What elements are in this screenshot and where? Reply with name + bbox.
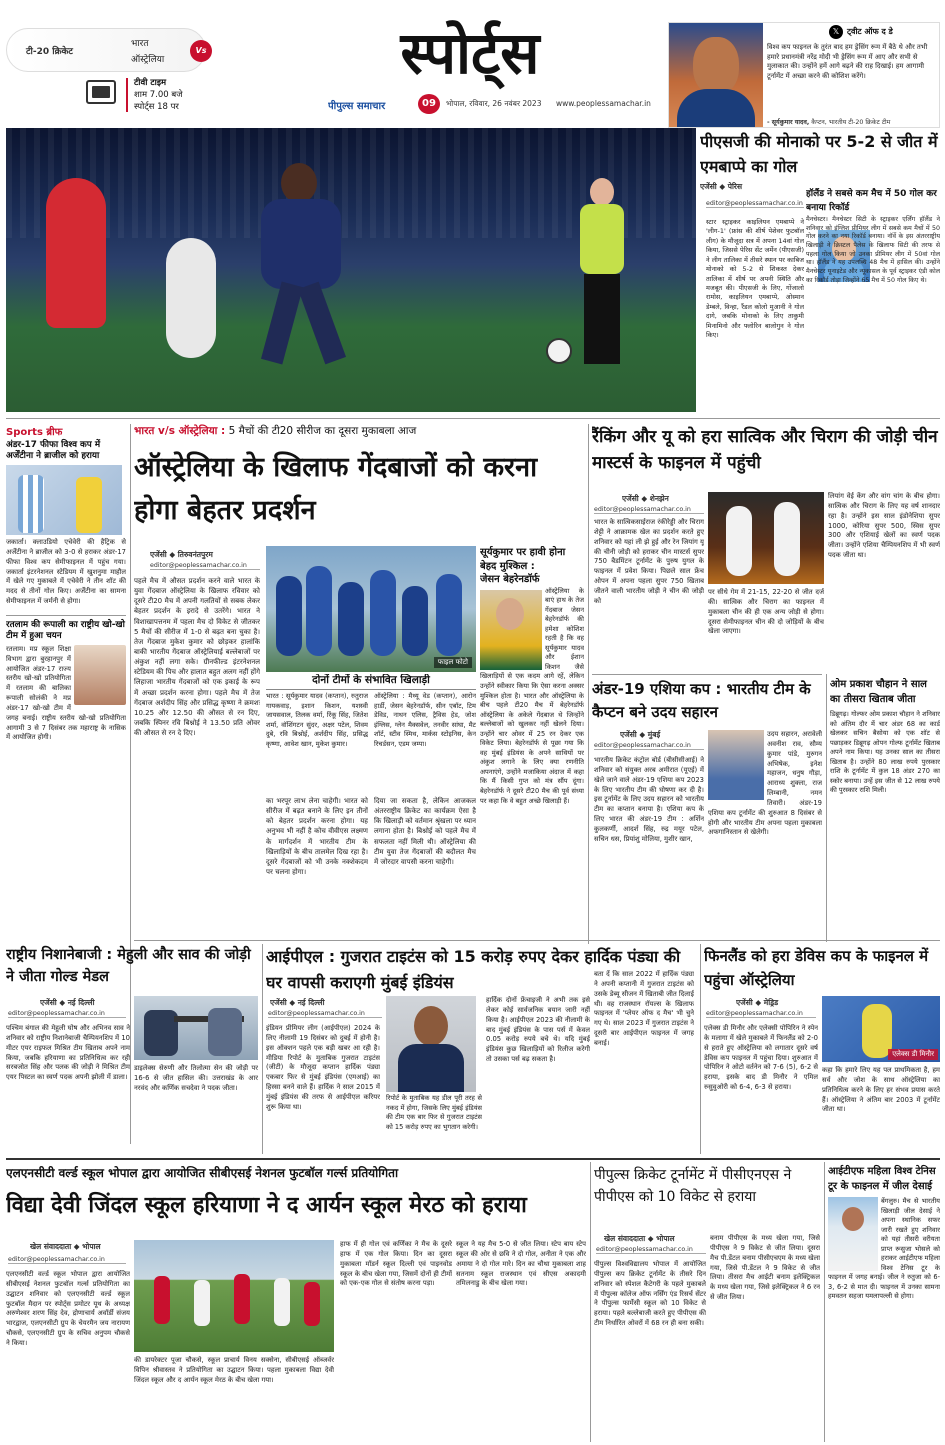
football-headline: विद्या देवी जिंदल स्कूल हरियाणा ने द आर्यन स्कूल मेरठ को हराया — [6, 1193, 527, 1218]
tweet-label: ट्वीट ऑफ द डे — [847, 27, 893, 36]
surya-body: ऑस्ट्रेलिया के बाएं हाथ के तेज गेंदबाज जेसन बेहरेनडॉर्फ की हमेशा कोशिश रहती है कि वह सूर्यकुमार यादव और ईशान किशन जैसे खिलाड़ियों से एक कदम आगे रहें, लेकिन उन्होंने स्वीकार किया कि ऐसा करना अक्सर मुश्किल होता है। भारत और ऑस्ट्रेलिया के बीच पहले टी20 मैच में बेहरेनडॉर्फ ऑस्ट्रेलिया के अकेले गेंदबाज थे जिन्होंने बल्लेबाजों को खुलकर नहीं खेलने दिया। उन्होंने चार ओवर में 25 रन देकर एक विकेट लिया। बेहरेनडॉर्फ से पूछा गया कि वह मुंबई इंडियंस के अपने साथियों पर अंकुश लगाने के लिए क्या रणनीति अपनाएंगे, उन्होंने मजाकिया अंदाज में कहा कि मैं किसी गुप्त को मंत्र सौंप दूंगा। बेहरेनडॉर्फ ने दूसरे टी20 मैच की पूर्व संध्या पर कहा कि वे बहुत अच्छे खिलाड़ी हैं। — [480, 586, 584, 805]
davis-email: editor@peoplessamachar.co.in — [706, 1010, 816, 1018]
player-red-2 — [166, 238, 216, 358]
brief-photo-1 — [6, 465, 122, 535]
davis-photo — [822, 996, 940, 1062]
pcs-body-2: बनाम पीपीएस के मध्य खेला गया, जिसे पीपीएस ने 9 विकेट से जीत लिया। दूसरा मैच पी.डेंटल बनाम पीसीएचएम के मध्य खेला गया, जिसे पी.डेंटल ने 9 विकेट से जीत लिया। तीसरा मैच आईटी बनाम इलेक्ट्रिकल के मध्य खेला गया, जिसे इलेक्ट्रिकल ने 6 रन से जीत लिया। — [710, 1234, 820, 1302]
tv-time: शाम 7.00 बजे — [134, 90, 183, 100]
hardik-body-2: रिपोर्ट के मुताबिक यह डील पूरी तरह से नकद में होगा, जिसके लिए मुंबई इंडियंस की टीम एक बार फिर से गुजरात टाइटंस को 15 करोड़ रुपए का भुगतान करेगी। — [386, 1094, 482, 1131]
football-email: editor@peoplessamachar.co.in — [8, 1256, 126, 1264]
brief-headline-2: रतलाम की रूपाली का राष्ट्रीय खो-खो टीम में हुआ चयन — [6, 615, 126, 642]
player-red-1 — [46, 178, 106, 328]
badminton-body: भारत के सात्विकसाईराज रंकीरेड्डी और चिराग शेट्टी ने आक्रामक खेल का प्रदर्शन करते हुए शनिवार को यहां ली झे हुई और रेन जियांग यू की चीनी जोड़ी को हराकर चीन मास्टर्स सुपर 750 बैडमिंटन टूर्नामेंट के पुरुष युगल के फाइनल में प्रवेश किया। पिछले साल फ्रेंच ओपन में अपना पहला सुपर 750 खिताब जीतने वाली भारतीय जोड़ी ने चीन की जोड़ी को — [594, 518, 704, 605]
davis-headline: फिनलैंड को हरा डेविस कप के फाइनल में पहुंचा ऑस्ट्रेलिया — [704, 947, 929, 989]
india-aus-headline: ऑस्ट्रेलिया के खिलाफ गेंदबाजों को करना होगा बेहतर प्रदर्शन — [134, 452, 538, 527]
u19-email: editor@peoplessamachar.co.in — [594, 742, 704, 750]
india-team-photo — [266, 546, 476, 672]
psg-body: स्टार स्ट्राइकर काइलियन एमबाप्पे ने 'लीग-1' (फ्रांस की शीर्ष पेशेवर फुटबॉल लीग) के मौजूदा सत्र में अपना 14वां गोल किया, जिससे पेरिस सेंट जर्मेन (पीएसजी) ने लीग तालिका में तीसरे स्थान पर काबिज मोनाको को 5-2 से शिकस्त देकर तालिका में शीर्ष पर अपनी स्थिति और मजबूत की। पीएसजी के लिए, गोंजालो रामोस, काइलियन एमबाप्पे, ओस्मान डेम्बले, विन्हा, रैंडल कोलो मुआनी ने गोल दागे, जबकि मोनाको के लिए ताकुमी मिनामिनो और फ्लोरिन बालोगुन ने गोल किए। — [706, 218, 804, 340]
tweet-box — [668, 22, 940, 128]
badminton-headline: रैंकिंग और यू को हरा सात्विक और चिराग की जोड़ी चीन मास्टर्स के फाइनल में पहुंची — [592, 427, 938, 474]
zeel-photo — [828, 1197, 878, 1271]
wta-body: बेंगलुरु। मैच से भारतीय खिलाड़ी जील देसाई ने अपना स्थानिक सफर जारी रखते हुए शनिवार को यहां तीसरी वरीयता प्राप्त रूसुजा भोसले को हराकर आईटीएफ महिला विश्व टेनिस टूर के फाइनल में जगह बनाई। जील ने रुतुजा को 6-3, 6-2 से मात दी। फाइनल में उनका सामना हमवतन सहजा यमलापल्ली से होगा। — [828, 1197, 940, 1301]
player-photo — [669, 23, 763, 128]
haaland-box — [806, 188, 940, 418]
kicker-label: भारत v/s ऑस्ट्रेलिया : — [134, 425, 226, 437]
davis-body: एलेक्स डी मिनौर और एलेक्सी पोपिरिन ने स्पेन के मलागा में खेले मुकाबले में फिनलैंड को 2-0 से हराते हुए ऑस्ट्रेलिया को लगातार दूसरे वर्ष डेविस कप फाइनल में पहुंचा दिया। शुरुआत में पोपिरिन ने ओटो वर्तनेन को 7-6 (5), 6-2 से हराया, इसके बाद डी मिनौर ने एमिल रुसुवुओरी को 6-4, 6-3 से हराया। — [704, 1024, 818, 1092]
hardik-email: editor@peoplessamachar.co.in — [268, 1010, 382, 1018]
badminton-byline: एजेंसी ◆ शेनझेन — [622, 494, 669, 503]
u19-body-2-text: उदय सहारन, अरावेली अवनीश राव, सौम्य कुमार पांडे, मुरुगन अभिषेक, इनेश महाजन, धनुष गौड़ा, आराध्य शुक्ला, राज लिम्बानी, नमन तिवारी। अंडर-19 एशिया कप टूर्नामेंट की शुरुआत 8 दिसंबर से होगी और भारतीय टीम अपना पहला मुकाबला अफगानिस्तान से खेलेगी। — [708, 730, 822, 837]
wta-headline: आईटीएफ महिला विश्व टेनिस टूर के फाइनल में जील देसाई — [828, 1166, 936, 1192]
shooting-body: पश्चिम बंगाल की मेहुली घोष और अभिनव साव ने शनिवार को राष्ट्रीय निशानेबाजी चैम्पियनशिप में 10 मीटर एयर राइफल मिश्रित टीम खिताब अपने नाम किया, जबकि हरियाणा का प्रतिनिधित्व कर रही सरबजोत सिंह और पलक की जोड़ी ने मिश्रित टीम एयर पिस्टल का स्वर्ण पदक अपनी झोली में डाला। — [6, 1024, 130, 1082]
shooting-email: editor@peoplessamachar.co.in — [8, 1010, 126, 1018]
u19-byline: एजेंसी ◆ मुंबई — [620, 730, 661, 739]
tweet-text: विश्व कप फाइनल के तुरंत बाद हम ड्रेसिंग रूम में बैठे थे और तभी हमारे प्रधानमंत्री नरेंद्र मोदी भी ड्रेसिंग रूम में आए और सभी से मुलाकात की। उन्होंने हमें आगे बढ़ने की राह दिखाई। हम आगामी टूर्नामेंट में अच्छा करने की कोशिश करेंगे। — [767, 43, 928, 80]
match-format: टी-20 क्रिकेट — [26, 47, 73, 57]
india-aus-email: editor@peoplessamachar.co.in — [150, 562, 260, 570]
tweet-author-role: कैप्टन, भारतीय टी-20 क्रिकेट टीम — [811, 119, 891, 126]
kicker-text: 5 मैचों की टी20 सीरीज का दूसरा मुकाबला आज — [228, 425, 417, 437]
football-body-3: हाफ में ही गोल एवं कर्णिका ने मैच के दूसरे हाफ में एक गोल किया। दिन का दूसरा मुकाबला मॉडर्न स्कूल दिल्ली एवं पाइनवोड स्कूल के बीच खेला गया, जिसमें दोनों ही टीमों को एक-एक गोल से संतोष करना पड़ा। — [340, 1240, 452, 1288]
tv-time-label: टीवी टाइम — [134, 78, 167, 88]
aus-probable: ऑस्ट्रेलिया : मैथ्यू वेड (कप्तान), आरोन हार्डी, जेसन बेहरेनडॉर्फ, सीन एबॉट, टिम डेविड, नाथन एलिस, ट्रैविस हेड, जोश इंग्लिस, ग्लेन मैक्सवेल, तनवीर सांघा, मैट शॉर्ट, स्टीव स्मिथ, मार्कस स्टोइनिस, केन रिचर्डसन, एडम जम्पा। — [374, 692, 476, 748]
football-body-2: की डायरेक्टर पूजा चौकसे, स्कूल प्राचार्य विनय सक्सेना, सीबीएसई ऑब्जर्वर विपिन श्रीवास्तव ने प्रतियोगिता का उद्घाटन किया। पहला मुकाबला विद्या देवी जिंदल स्कूल और द आर्यन स्कूल मेरठ के बीच खेला गया। — [134, 1356, 334, 1384]
shooting-headline: राष्ट्रीय निशानेबाजी : मेहुली और साव की जोड़ी ने जीता गोल्ड मेडल — [6, 947, 251, 986]
tv-icon — [86, 80, 116, 104]
pcs-headline: पीपुल्स क्रिकेट टूर्नामेंट में पीसीएनएस ने पीपीएस को 10 विकेट से हराया — [594, 1167, 792, 1206]
hardik-body-3: हार्दिक दोनों फ्रेंचाइजी ने अभी तक इसे लेकर कोई सार्वजनिक बयान जारी नहीं किया है। आईपीएल 2023 की नीलामी के बाद मुंबई इंडियंस के पास पर्स में केवल 0.05 करोड़ रुपये बचे थे। यदि मुंबई इंडियंस कुछ खिलाड़ियों को रिलीज करेगी तो उसका पर्स बढ़ सकता है। — [486, 996, 590, 1064]
hardik-photo — [386, 996, 476, 1092]
india-aus-body: पहले मैच में औसत प्रदर्शन करने वाले भारत के युवा गेंदबाज ऑस्ट्रेलिया के खिलाफ रविवार को दूसरे टी20 मैच में अपनी गलतियों से सबक लेकर बेहतर प्रदर्शन के इरादे से उतरेंगे। भारत ने विशाखापत्तनम में पहला मैच दो विकेट से जीतकर 5 मैचों की सीरीज में 1-0 से बढ़त बना चुका है। तेज गेंदबाज मुकेश कुमार को छोड़कर हालांकि बाकी भारतीय गेंदबाज ऑस्ट्रेलियाई बल्लेबाजों पर अंकुश नहीं लगा सके। ग्रीनफील्ड इंटरनेशनल स्टेडियम की पिच और हालात बहुत अलग नहीं होंगे लिहाजा भारतीय गेंदबाजों को एक इकाई के रूप में अच्छा प्रदर्शन करना होगा। पहले मैच में तेज गेंदबाज अर्शदीप सिंह और प्रसिद्ध कृष्णा ने क्रमशः 10.25 और 12.50 की औसत से रन दिए, जबकि स्पिनर रवि बिश्नोई ने 13.50 प्रति ओवर की औसत से रन दे दिए। — [134, 577, 260, 738]
football-body-4: स्कूल ने यह मैच 5-0 से जीत लिया। स्टेप बाय स्टेप स्कूल की ओर से छवि ने दो गोल, अनीता ने एक और अमाया ने दो गोल मारे। दिन का चौथा मुकाबला शाह सतनाम स्कूल राजस्थान एवं सीएस अकादमी तमिलनाडु के बीच खेला गया। — [456, 1240, 586, 1288]
rupali-photo — [74, 645, 126, 705]
tv-channel: स्पोर्ट्स 18 पर — [134, 102, 179, 112]
surya-sub: जेसन बेहरेनडॉर्फ — [480, 574, 540, 585]
shooting-byline: एजेंसी ◆ नई दिल्ली — [40, 998, 95, 1007]
ball — [546, 338, 572, 364]
team-1: भारत — [131, 39, 149, 49]
psg-byline: एजेंसी ◆ पेरिस — [700, 181, 743, 191]
psg-headline: पीएसजी की मोनाको पर 5-2 से जीत में एमबाप्पे का गोल — [700, 132, 938, 176]
brief-body-2: रतलाम। मप्र स्कूल शिक्षा विभाग द्वारा बुरहानपुर में आयोजित अंडर-17 राज्य स्तरीय खो-खो प्रतियोगिता में रतलाम की बालिका रूपाली सोलंकी ने मप्र अंडर-17 खो-खो टीम में जगह बनाई। राष्ट्रीय स्तरीय खो-खो प्रतियोगिता आगामी 3 से 7 दिसंबर तक महाराष्ट्र के नासिक में आयोजित होगी। — [6, 644, 126, 742]
football-photo — [6, 128, 696, 412]
football-body: एलएनसीटी वर्ल्ड स्कूल भोपाल द्वारा आयोजित सीबीएसई नेशनल फुटबॉल गर्ल्स प्रतियोगिता का उद्घाटन शनिवार को एलएनसीटी वर्ल्ड स्कूल फुटबॉल मैदान पर स्पोर्ट्स प्रमोटर यूथ के अध्यक्ष अरुणेश्वर शरण सिंह देव, द्रोणाचार्य अवॉर्डी संजय भारद्वाज, एलएनसीटी ग्रुप के चेयरमैन जय नारायण चौकसे, एलएनसीटी ग्रुप के सचिव अनुपम चौकसे ने किया। — [6, 1270, 130, 1347]
psg-email: editor@peoplessamachar.co.in — [706, 200, 803, 207]
behrendorff-photo — [480, 590, 542, 670]
brief-body-1: जकार्ता। क्लाउडियो एचेवेरी की हैट्रिक से अर्जेंटीना ने ब्राजील को 3-0 से हराकर अंडर-17 फीफा विश्व कप सेमीफाइनल में पहुंच गया। जकार्ता इंटरनेशनल स्टेडियम में खुशनुमा माहौल में खेले गए मुकाबले में एचेवेरी ने तीन शॉट की मदद से तीनों गोल किए। अर्जेंटीना का सामना सेमीफाइनल में जर्मनी से होगा। — [6, 537, 126, 606]
chauhan-body: डिब्रूगढ़। गोल्फर ओम प्रकाश चौहान ने शनिवार को अंतिम दौर में चार अंडर 68 का कार्ड खेलकर सचिन बैसोया को एक शॉट से पछाड़कर डिब्रूगढ़ ओपन गोल्फ टूर्नामेंट खिताब अपने नाम किया। यह उनका साल का तीसरा खिताब है। उन्होंने 80 लाख रुपये पुरस्कार राशि के टूर्नामेंट में कुल 18 अंडर 270 का स्कोर बनाया। उन्हें इस जीत से 12 लाख रुपये की पुरस्कार राशि मिली। — [830, 710, 940, 795]
hardik-body-4: बता दें कि साल 2022 में हार्दिक पंड्या ने अपनी कप्तानी में गुजरात टाइटंस को उसके डेब्यू सीजन में खिताबी जीत दिलाई थी। वह राजस्थान रॉयल्स के खिलाफ फाइनल में 'प्लेयर ऑफ द मैच' भी चुने गए थे। साल 2023 में गुजरात टाइटंस ने दूसरी बार आईपीएल फाइनल में जगह बनाई। — [594, 970, 694, 1047]
surya-headline: सूर्यकुमार पर हावी होना बेहद मुश्किल : — [480, 547, 566, 572]
badminton-photo — [708, 492, 824, 584]
website: www.peoplessamachar.in — [556, 99, 651, 108]
pcs-byline: खेल संवाददाता ◆ भोपाल — [604, 1234, 675, 1243]
u19-headline: अंडर-19 एशिया कप : भारतीय टीम के कैप्टन बने उदय सहारन — [592, 680, 811, 721]
football-kicker: एलएनसीटी वर्ल्ड स्कूल भोपाल द्वारा आयोजित सीबीएसई नेशनल फुटबॉल गर्ल्स प्रतियोगिता — [6, 1166, 399, 1180]
chauhan-headline: ओम प्रकाश चौहान ने साल का तीसरा खिताब जीता — [830, 679, 927, 705]
davis-byline: एजेंसी ◆ मेड्रिड — [736, 998, 779, 1007]
haaland-body: मैनचेस्टर। मैनचेस्टर सिटी के स्ट्राइकर एर्लिंग हॉलैंड ने शनिवार को इंग्लिश प्रीमियर लीग में सबसे कम मैचों में 50 गोल करने का नया रिकॉर्ड बनाया। नॉर्वे के इस अंतरराष्ट्रीय खिलाड़ी ने क्रिस्टल पैलेस के खिलाफ सिटी की तरफ से पहला गोल किया जो उनका प्रीमियर लीग में 50वां गोल था। हॉलैंड ने यह उपलब्धि 48 मैच में हासिल की। उन्होंने मैनचेस्टर यूनाइटेड और न्यूकासल के पूर्व स्ट्राइकर एंडी कोल का रिकॉर्ड तोड़ा जिन्होंने 65 मैच में 50 गोल किए थे। — [806, 216, 940, 284]
masthead-title: स्पोर्ट्स — [400, 19, 540, 87]
haaland-headline: हॉलैंड ने सबसे कम मैच में 50 गोल कर बनाया रिकॉर्ड — [806, 189, 937, 213]
hardik-byline: एजेंसी ◆ नई दिल्ली — [270, 998, 325, 1007]
chauhan-box — [830, 678, 940, 942]
hardik-headline: आईपीएल : गुजरात टाइटंस को 15 करोड़ रुपए देकर हार्दिक पंड्या की घर वापसी कराएगी मुंबई इंडियंस — [266, 947, 681, 992]
page-number: 09 — [418, 94, 440, 114]
wta-box — [828, 1164, 940, 1442]
pcs-body: पीपुल्स विश्वविद्यालय भोपाल में आयोजित पीपुल्स कप क्रिकेट टूर्नामेंट के तीसरे दिन शनिवार को स्पेशल कैटेगरी के पहले मुकाबले में पीपुल्स कॉलेज ऑफ नर्सिंग एंड रिसर्च सेंटर ने पीपुल्स फार्मेसी स्कूल को 10 विकेट से हराया। पहले बल्लेबाजी करते हुए पीपीएस की टीम निर्धारित ओवरों में 68 रन ही बना सकी। — [594, 1260, 706, 1328]
india-aus-byline: एजेंसी ◆ तिरुवनंतपुरम — [150, 550, 213, 559]
india-aus-kicker — [134, 424, 584, 442]
shooting-body-2: डाइलेक्स सेरुणी और तिलोत्मा सेन की जोड़ी पर 16-6 से जीत हासिल की। उत्तराखंड के आर नरवंद और कर्णिक सचदेवा ने पदक जीता। — [134, 1064, 258, 1092]
shooting-photo — [134, 996, 258, 1060]
referee — [576, 178, 626, 368]
football-byline: खेल संवाददाता ◆ भोपाल — [30, 1242, 101, 1251]
masthead-strip — [328, 94, 668, 116]
match-box — [6, 28, 216, 120]
u19-body-2 — [708, 730, 822, 936]
hardik-body: इंडियन प्रीमियर लीग (आईपीएल) 2024 के लिए नीलामी 19 दिसंबर को दुबई में होनी है। इस ऑक्शन पहले एक बड़ी खबर आ रही है। मीडिया रिपोर्ट के मुताबिक गुजरात टाइटंस (जीटी) के मौजूदा कप्तान हार्दिक पंड्या एकबार फिर से मुंबई इंडियंस (एमआई) का हिस्सा बनने वाले हैं। हार्दिक ने साल 2015 में मुंबई इंडियंस की तरफ से आईपीएल करियर शुरू किया था। — [266, 1024, 380, 1111]
x-icon: 𝕏 — [829, 25, 843, 39]
dateline: भोपाल, रविवार, 26 नवंबर 2023 — [446, 99, 542, 108]
football-girls-photo — [134, 1240, 334, 1352]
probable-title: दोनों टीमों के संभावित खिलाड़ी — [266, 674, 476, 690]
badminton-email: editor@peoplessamachar.co.in — [594, 506, 704, 514]
u19-body: भारतीय क्रिकेट कंट्रोल बोर्ड (बीसीसीआई) ने शनिवार को संयुक्त अरब अमीरात (यूएई) में खेले जाने वाले अंडर-19 एशिया कप 2023 के लिए भारतीय टीम की घोषणा कर दी है। इस टूर्नामेंट के लिए उदय सहारन को भारतीय टीम का कप्तान बनाया है। एशिया कप के लिए भारत की अंडर-19 टीम : अर्शिन कुलकर्णी, आदर्श सिंह, रुद्र मयूर पटेल, सचिन धस, प्रियांशु मोलिया, मुशीर खान, — [594, 756, 704, 843]
pcs-email: editor@peoplessamachar.co.in — [596, 1246, 706, 1254]
davis-caption: एलेक्स डी मिनौर — [888, 1049, 938, 1060]
badminton-body-3: लियांग वेई केंग और वांग चांग के बीच होगा। सात्विक और चिराग के लिए यह वर्ष शानदार रहा है। उन्होंने इस साल इंडोनेशिया सुपर 1000, कोरिया सुपर 500, स्विस सुपर 300 और एशियाई खेलों का स्वर्ण पदक जीता। उन्होंने एशिया चैम्पियनशिप में भी स्वर्ण पदक जीता था। — [828, 492, 940, 560]
india-aus-body-3: दिया जा सकता है, लेकिन आजकल अंतरराष्ट्रीय क्रिकेट का कार्यक्रम ऐसा है कि खिलाड़ी को वर्तमान श्रृंखला पर ध्यान लगाना होता है। बिश्नोई को पहले मैच में सफलता नहीं मिली थी। ऑस्ट्रेलिया की टीम युवा तेज गेंदबाजों की बदौलत मैच में जोरदार वापसी करना चाहेगी। — [374, 797, 476, 866]
india-probable: भारत : सूर्यकुमार यादव (कप्तान), रुतुराज गायकवाड़, इशान किशन, यशस्वी जायसवाल, तिलक वर्मा, रिंकू सिंह, जितेश शर्मा, वॉशिंगटन सुंदर, अक्षर पटेल, शिवम दुबे, रवि बिश्नोई, अर्शदीप सिंह, प्रसिद्ध कृष्णा, आवेश खान, मुकेश कुमार। — [266, 692, 368, 748]
vs-badge: Vs — [190, 40, 212, 62]
uday-photo-2 — [708, 730, 764, 800]
brief-headline-1: अंडर-17 फीफा विश्व कप में अर्जेंटीना ने ब्राजील को हराया — [6, 440, 101, 461]
davis-body-2: कहा कि हमारे लिए यह पल प्राथमिकता है, हम सर्व और जोश के साथ ऑस्ट्रेलिया का प्रतिनिधित्व करने के लिए हर संभव प्रयास करते हैं। ऑस्ट्रेलिया ने अंतिम बार 2003 में टूर्नामेंट जीता था। — [822, 1066, 940, 1114]
file-photo-caption: फाइल फोटो — [434, 657, 472, 668]
surya-box — [480, 546, 584, 938]
india-aus-body-2: का भरपूर लाभ लेना चाहेगी। भारत को सीरीज में बढ़त बनाने के लिए इन तीनों को बेहतर प्रदर्शन करना होगा। यह अनुभव भी नहीं है कोच वीवीएस लक्ष्मण के मार्गदर्शन में भारतीय टीम के खिलाड़ियों के बीच तालमेल दिख रहा है। दूसरे गेंदबाजों को भी उनके नक्शेकदम पर चलना होगा। — [266, 797, 368, 876]
paper-name: पीपुल्स समाचार — [328, 101, 386, 112]
tweet-author — [767, 117, 939, 126]
team-2: ऑस्ट्रेलिया — [131, 55, 165, 65]
brief-label: Sports ब्रीफ — [6, 427, 63, 438]
tweet-author-name: - सूर्यकुमार यादव, — [767, 119, 810, 126]
badminton-body-2: पर सीधे गेम में 21-15, 22-20 से जीत दर्ज की। सात्विक और चिराग का फाइनल में मुकाबला चीन की ही एक अन्य जोड़ी से होगा। दूसरा सेमीफाइनल चीन की दो जोड़ियों के बीच खेला जाएगा। — [708, 588, 824, 636]
player-psg — [241, 163, 361, 363]
